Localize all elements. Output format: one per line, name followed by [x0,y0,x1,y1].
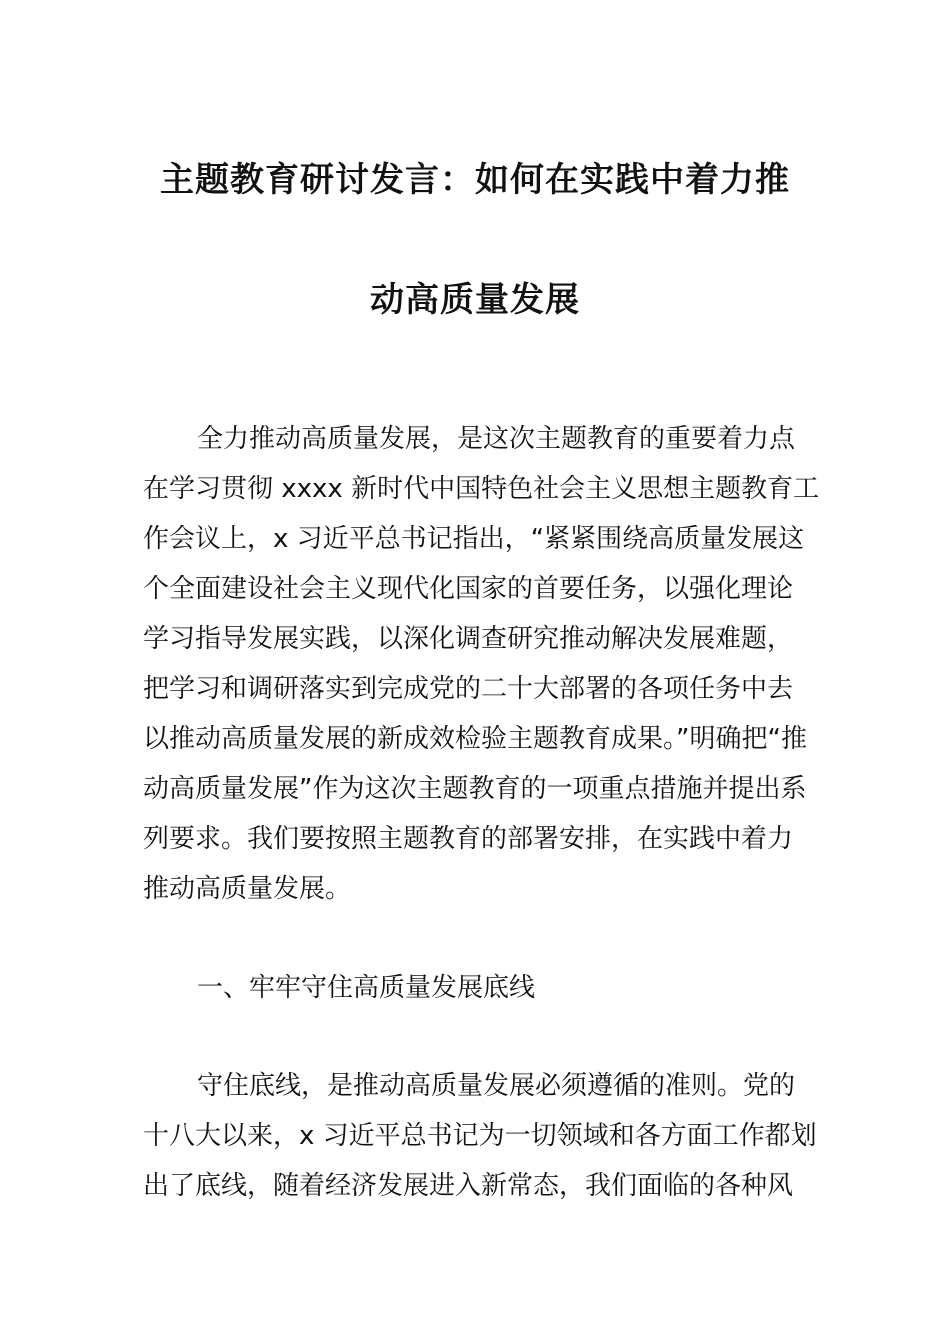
paragraph-line: 在学习贯彻 xxxx 新时代中国特色社会主义思想主题教育工 [143,474,820,504]
document-title-line-2: 动高质量发展 [370,280,580,320]
paragraph-line: 把学习和调研落实到完成党的二十大部署的各项任务中去 [143,674,794,704]
paragraph-line: 作会议上，x 习近平总书记指出，“紧紧围绕高质量发展这 [143,524,805,554]
paragraph-line: 个全面建设社会主义现代化国家的首要任务，以强化理论 [143,574,794,604]
paragraph-line: 推动高质量发展。 [143,874,352,904]
paragraph-line: 十八大以来，x 习近平总书记为一切领域和各方面工作都划 [143,1121,817,1151]
paragraph-line: 学习指导发展实践，以深化调查研究推动解决发展难题， [143,624,794,654]
section-heading: 一、牢牢守住高质量发展底线 [197,973,536,1003]
paragraph-line: 守住底线，是推动高质量发展必须遵循的准则。党的 [197,1071,796,1101]
document-title-line-1: 主题教育研讨发言：如何在实践中着力推 [160,160,790,200]
paragraph-line: 动高质量发展”作为这次主题教育的一项重点措施并提出系 [143,774,807,804]
paragraph-line: 以推动高质量发展的新成效检验主题教育成果。”明确把“推 [143,724,807,754]
paragraph-line: 出了底线，随着经济发展进入新常态，我们面临的各种风 [143,1171,794,1201]
paragraph-line: 列要求。我们要按照主题教育的部署安排，在实践中着力 [143,824,794,854]
paragraph-line: 全力推动高质量发展，是这次主题教育的重要着力点 [197,424,796,454]
